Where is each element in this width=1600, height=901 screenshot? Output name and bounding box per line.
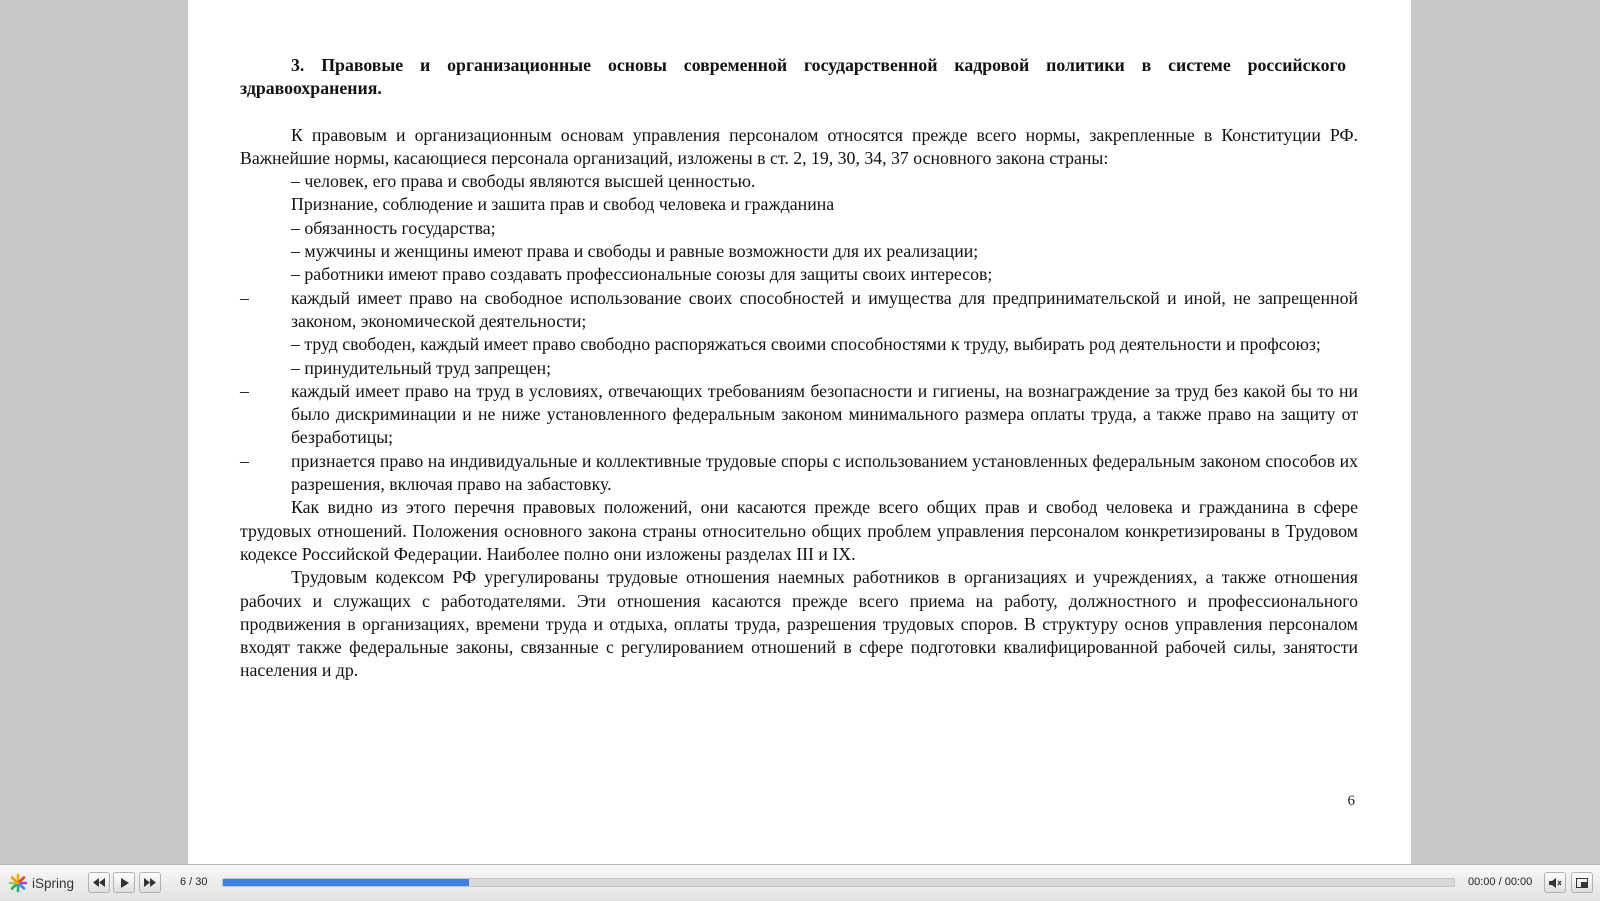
list-item: – человек, его права и свободы являются высшей ценностью.	[291, 171, 756, 192]
list-item: – принудительный труд запрещен;	[291, 357, 552, 378]
list-item-text: признается право на индивидуальные и коллективные трудовые споры с использованием установленных федеральным законом способов их разрешения, включая право на забастовку.	[291, 450, 1358, 495]
list-item: – обязанность государства;	[291, 217, 496, 238]
fullscreen-icon	[1576, 878, 1588, 888]
section-heading: 3. Правовые и организационные основы современной государственной кадровой политики в системе российского здравоохранения.	[240, 55, 1346, 99]
body-paragraph: Как видно из этого перечня правовых положений, они касаются прежде всего общих прав и свобод человека и гражданина в сфере трудовых отношений. Положения основного закона страны относительно общих проблем управления персоналом конкретизированы в Трудовом кодексе Российской Федерации. Наиболее полно они изложены разделах III и IX.	[240, 497, 1358, 564]
list-item: – труд свободен, каждый имеет право свободно распоряжаться своими способностями к труду, выбирать род деятельности и профсоюз;	[291, 334, 1321, 355]
dash-marker: –	[240, 450, 249, 471]
progress-fill	[223, 879, 469, 886]
brand-name: iSpring	[32, 875, 75, 891]
list-item	[240, 380, 1358, 450]
slide-page	[188, 0, 1411, 864]
dash-marker: –	[240, 380, 249, 401]
body-paragraph: Трудовым кодексом РФ урегулированы трудовые отношения наемных работников в организациях и учреждениях, а также отношения рабочих и служащих с работодателями. Эти отношения касаются прежде всего приема на работу, должностного и профессионального продвижения в организациях, времени труда и отдыха, оплаты труда, разрешения трудовых споров. В структуру основ управления персоналом входят также федеральные законы, связанные с регулированием отношений в сфере подготовки квалифицированной рабочей силы, занятости населения и др.	[240, 567, 1358, 681]
page-number: 6	[1347, 793, 1355, 809]
previous-slide-icon	[93, 878, 105, 887]
ispring-logo	[8, 873, 74, 893]
volume-button[interactable]	[1544, 872, 1566, 893]
list-item-text: каждый имеет право на труд в условиях, отвечающих требованиям безопасности и гигиены, на вознаграждение за труд без какой бы то ни было дискриминации и не ниже установленного федеральным законом минимального размера оплаты труда, а также право на защиту от безработицы;	[291, 380, 1358, 448]
list-item: – мужчины и женщины имеют права и свободы и равные возможности для их реализации;	[291, 241, 979, 262]
previous-slide-button[interactable]	[88, 872, 110, 893]
play-icon	[120, 878, 129, 888]
slide-counter: 6 / 30	[180, 876, 208, 888]
next-slide-icon	[144, 878, 156, 887]
player-toolbar	[0, 864, 1600, 901]
list-item	[240, 287, 1358, 334]
list-item-text: каждый имеет право на свободное использование своих способностей и имущества для предпринимательской и иной, не запрещенной законом, экономической деятельности;	[291, 287, 1358, 331]
intro-paragraph: К правовым и организационным основам управления персоналом относятся прежде всего нормы, закрепленные в Конституции РФ. Важнейшие нормы, касающиеся персонала организаций, изложены в ст. 2, 19, 30, 34, 37 основного закона страны:	[240, 124, 1358, 168]
volume-icon	[1549, 878, 1562, 888]
next-slide-button[interactable]	[139, 872, 161, 893]
list-item: – работники имеют право создавать профессиональные союзы для защиты своих интересов;	[291, 264, 993, 285]
playback-time: 00:00 / 00:00	[1468, 876, 1533, 888]
ispring-logo-icon	[8, 873, 28, 893]
dash-marker: –	[240, 287, 249, 308]
document-body	[240, 54, 1358, 683]
list-item: Признание, соблюдение и зашита прав и свобод человека и гражданина	[291, 194, 835, 215]
progress-bar[interactable]	[222, 878, 1455, 887]
list-item	[240, 450, 1358, 497]
play-button[interactable]	[113, 872, 135, 893]
fullscreen-button[interactable]	[1571, 872, 1593, 893]
